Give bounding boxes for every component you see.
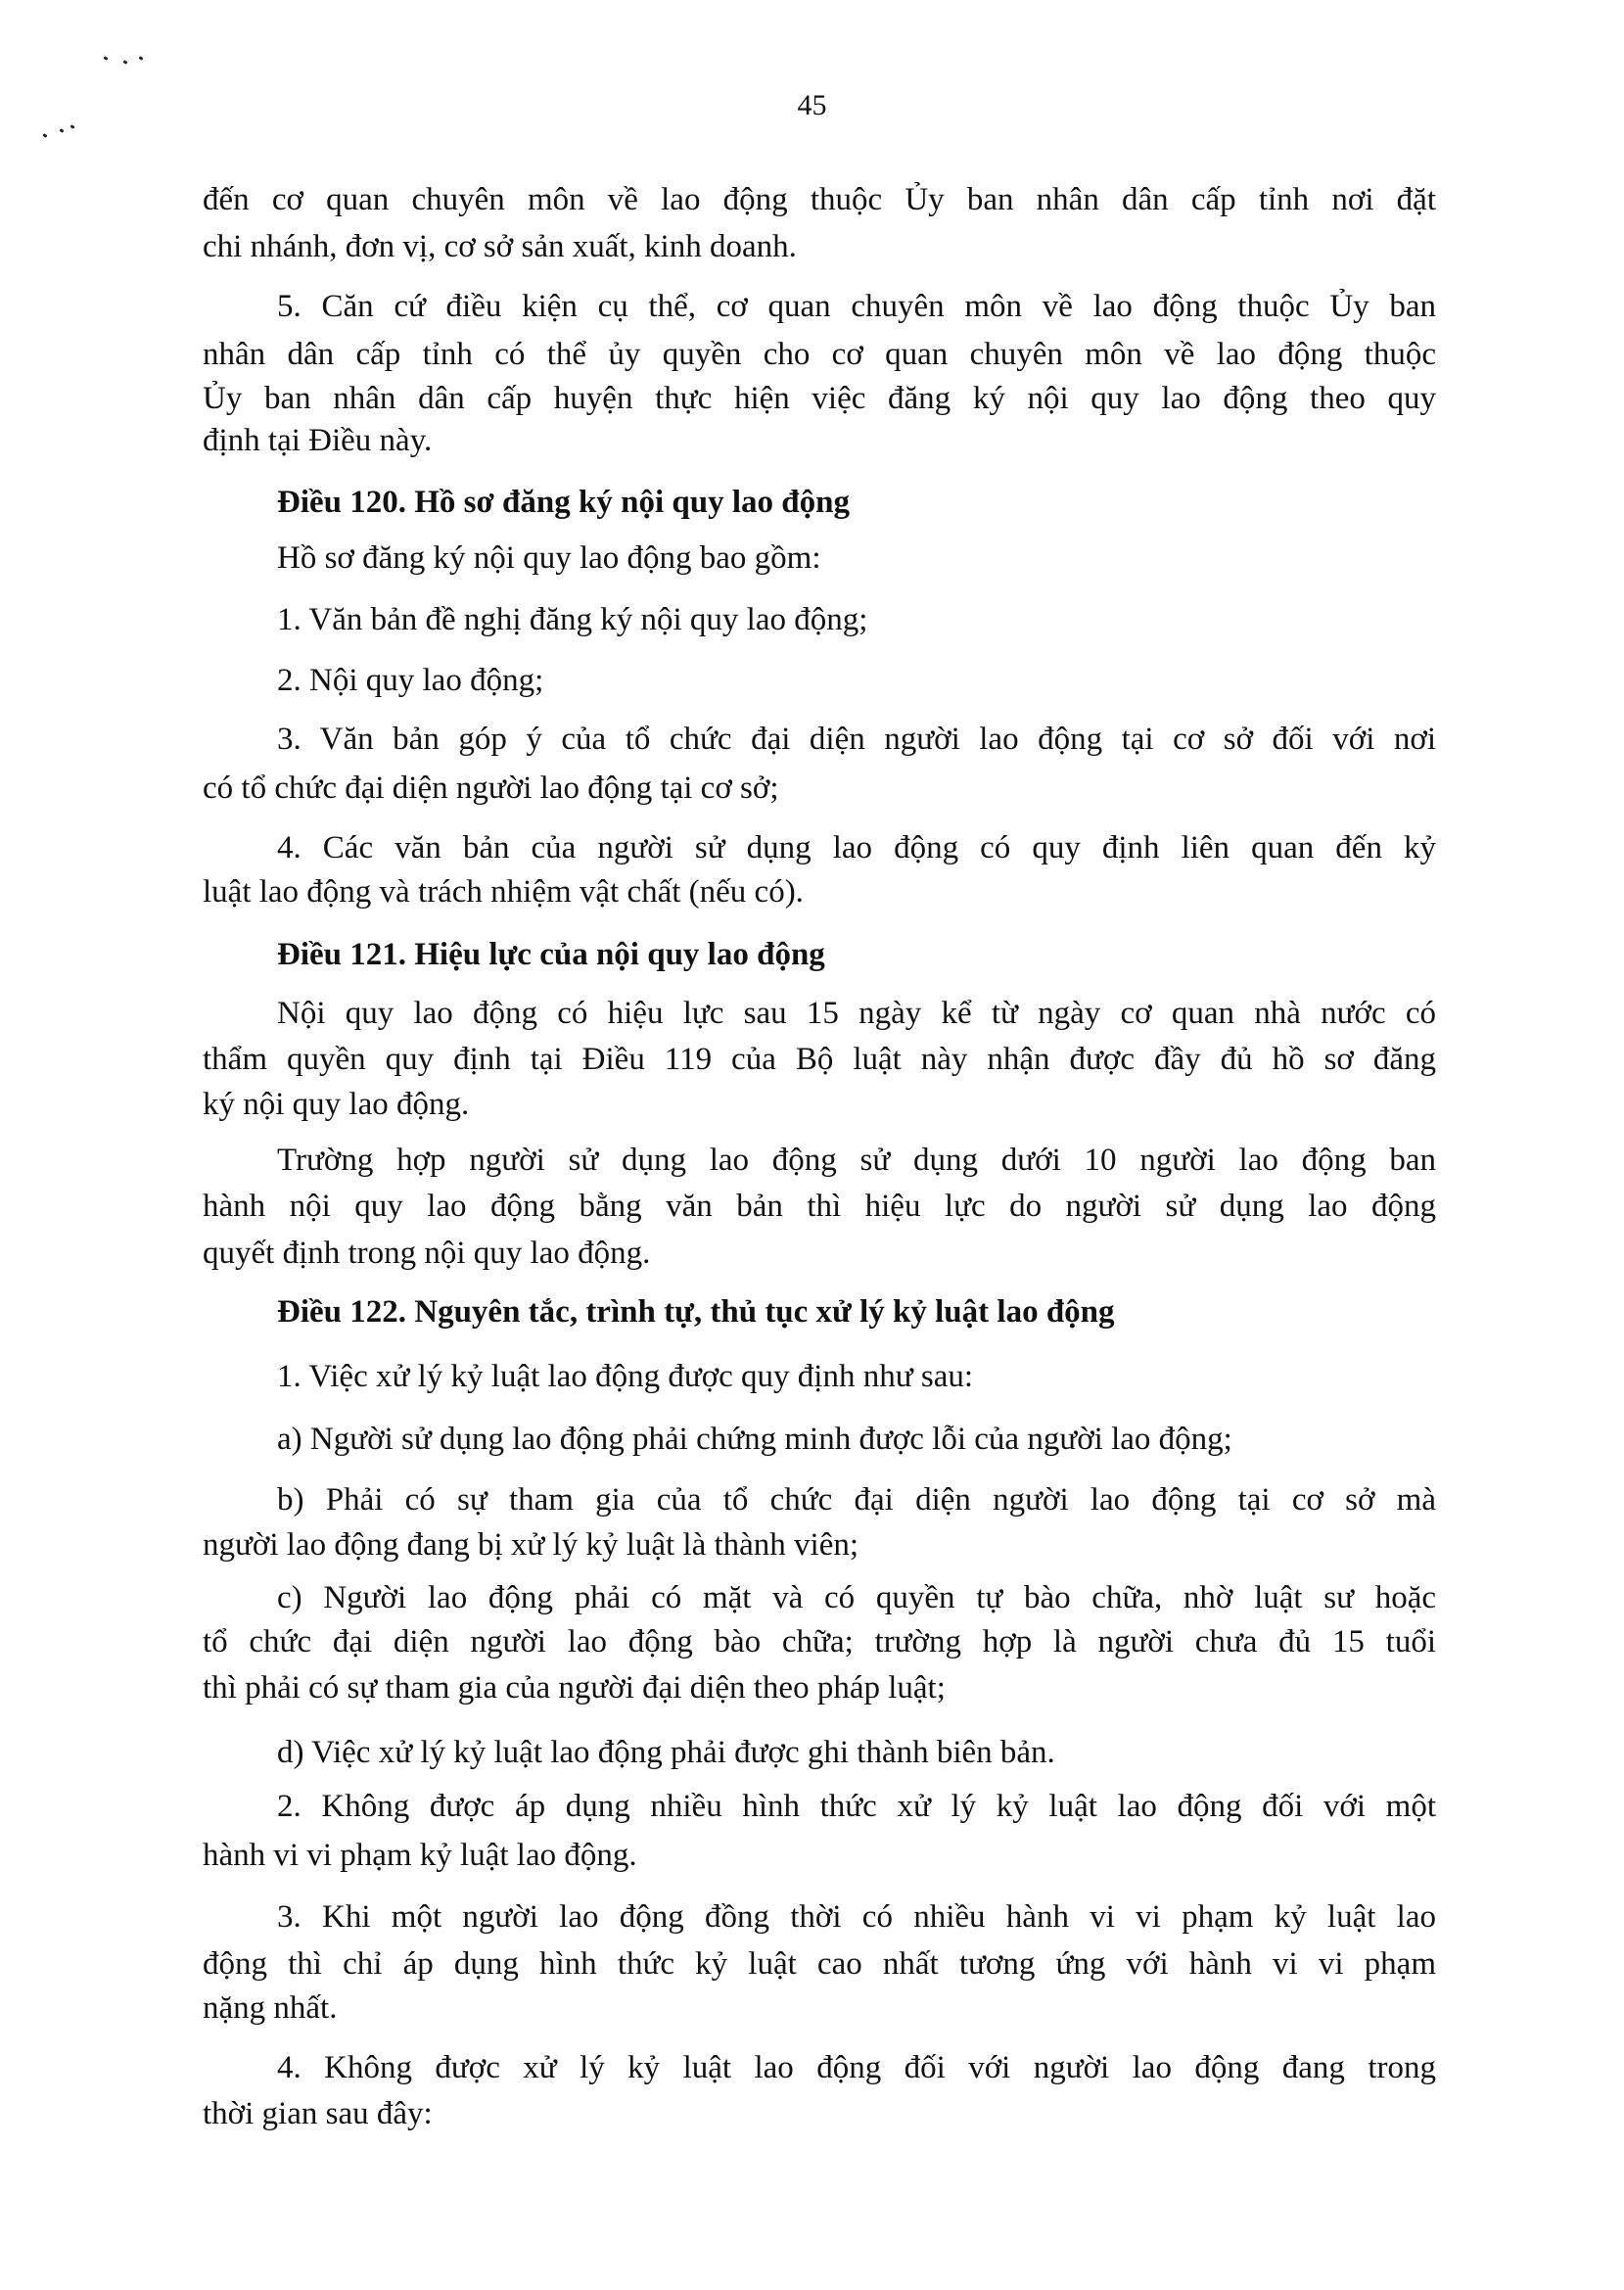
text-line: Nội quy lao động có hiệu lực sau 15 ngày kể từ ngày cơ quan nhà nước có <box>277 996 1436 1031</box>
text-line: đến cơ quan chuyên môn về lao động thuộc Ủy ban nhân dân cấp tỉnh nơi đặt <box>203 182 1436 217</box>
text-line: nhân dân cấp tỉnh có thể ủy quyền cho cơ quan chuyên môn về lao động thuộc <box>203 337 1436 372</box>
text-line: nặng nhất. <box>203 1990 338 2026</box>
scan-speck <box>43 133 48 138</box>
text-line: hành vi vi phạm kỷ luật lao động. <box>203 1838 637 1873</box>
list-item: 2. Nội quy lao động; <box>277 663 544 698</box>
text-line: hành nội quy lao động bằng văn bản thì hiệu lực do người sử dụng lao động <box>203 1189 1436 1224</box>
article-heading: Điều 121. Hiệu lực của nội quy lao động <box>277 937 825 972</box>
text-line: tổ chức đại diện người lao động bào chữa; trường hợp là người chưa đủ 15 tuổi <box>203 1624 1436 1659</box>
text-line: quyết định trong nội quy lao động. <box>203 1236 651 1271</box>
text-line: ký nội quy lao động. <box>203 1087 470 1122</box>
text-line: động thì chỉ áp dụng hình thức kỷ luật cao nhất tương ứng với hành vi vi phạm <box>203 1946 1436 1982</box>
list-item: 4. Các văn bản của người sử dụng lao động có quy định liên quan đến kỷ <box>277 830 1436 865</box>
text-line: chi nhánh, đơn vị, cơ sở sản xuất, kinh doanh. <box>203 229 797 264</box>
list-item: c) Người lao động phải có mặt và có quyền tự bào chữa, nhờ luật sư hoặc <box>277 1580 1436 1615</box>
list-item: 4. Không được xử lý kỷ luật lao động đối với người lao động đang trong <box>277 2050 1436 2085</box>
scan-speck <box>104 56 109 61</box>
text-line: có tổ chức đại diện người lao động tại cơ sở; <box>203 771 779 806</box>
text-line: Hồ sơ đăng ký nội quy lao động bao gồm: <box>277 540 821 576</box>
article-heading: Điều 122. Nguyên tắc, trình tự, thủ tục xử lý kỷ luật lao động <box>277 1294 1115 1330</box>
text-line: 5. Căn cứ điều kiện cụ thể, cơ quan chuyên môn về lao động thuộc Ủy ban <box>277 289 1436 324</box>
list-item: a) Người sử dụng lao động phải chứng minh được lỗi của người lao động; <box>277 1422 1232 1457</box>
text-line: thẩm quyền quy định tại Điều 119 của Bộ luật này nhận được đầy đủ hồ sơ đăng <box>203 1042 1436 1077</box>
list-item: d) Việc xử lý kỷ luật lao động phải được ghi thành biên bản. <box>277 1735 1055 1770</box>
text-line: luật lao động và trách nhiệm vật chất (nếu có). <box>203 874 804 910</box>
text-line: Trường hợp người sử dụng lao động sử dụng dưới 10 người lao động ban <box>277 1143 1436 1178</box>
text-line: Ủy ban nhân dân cấp huyện thực hiện việc đăng ký nội quy lao động theo quy <box>203 381 1436 416</box>
text-line: định tại Điều này. <box>203 423 433 458</box>
scan-speck <box>123 60 128 65</box>
text-line: thời gian sau đây: <box>203 2096 433 2131</box>
list-item: 1. Việc xử lý kỷ luật lao động được quy định như sau: <box>277 1359 974 1394</box>
scan-speck <box>60 128 65 133</box>
list-item: 2. Không được áp dụng nhiều hình thức xử lý kỷ luật lao động đối với một <box>277 1789 1436 1824</box>
list-item: 1. Văn bản đề nghị đăng ký nội quy lao động; <box>277 602 868 637</box>
list-item: 3. Văn bản góp ý của tổ chức đại diện người lao động tại cơ sở đối với nơi <box>277 722 1436 757</box>
list-item: 3. Khi một người lao động đồng thời có nhiều hành vi vi phạm kỷ luật lao <box>277 1899 1436 1935</box>
article-heading: Điều 120. Hồ sơ đăng ký nội quy lao động <box>277 485 850 520</box>
page-number: 45 <box>797 89 827 121</box>
text-line: thì phải có sự tham gia của người đại diện theo pháp luật; <box>203 1670 946 1706</box>
scan-speck <box>139 56 144 61</box>
list-item: b) Phải có sự tham gia của tổ chức đại diện người lao động tại cơ sở mà <box>277 1482 1436 1518</box>
text-line: người lao động đang bị xử lý kỷ luật là thành viên; <box>203 1527 859 1563</box>
